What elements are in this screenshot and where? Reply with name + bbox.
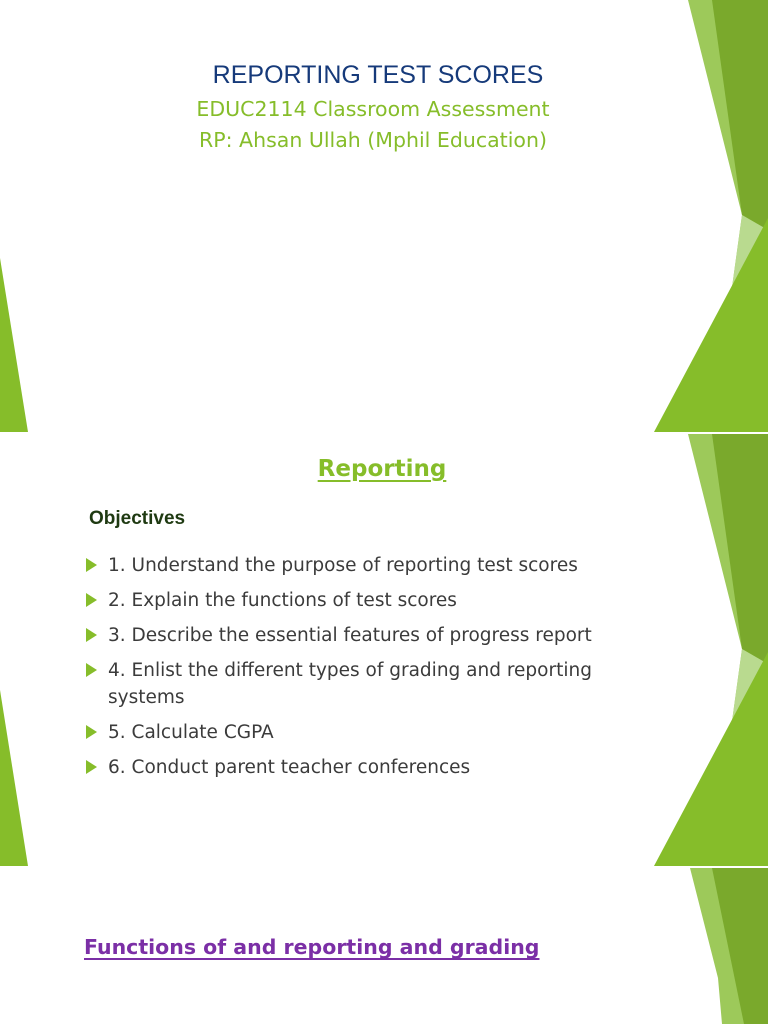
slide-title-link[interactable]: Functions of and reporting and grading — [84, 935, 540, 959]
functions-slide — [0, 868, 768, 1024]
list-item: 2. Explain the functions of test scores — [86, 587, 666, 614]
list-item: 3. Describe the essential features of progress report — [86, 622, 666, 649]
triangle-bullet-icon — [86, 593, 97, 607]
title-slide — [0, 0, 768, 432]
list-item: 4. Enlist the different types of grading and reporting systems — [86, 657, 666, 711]
list-item: 5. Calculate CGPA — [86, 719, 666, 746]
triangle-bullet-icon — [86, 760, 97, 774]
objectives-slide — [0, 434, 768, 866]
triangle-bullet-icon — [86, 663, 97, 677]
list-item: 6. Conduct parent teacher conferences — [86, 754, 666, 781]
triangle-bullet-icon — [86, 628, 97, 642]
objectives-heading: Objectives — [89, 508, 186, 529]
triangle-bullet-icon — [86, 725, 97, 739]
triangle-bullet-icon — [86, 558, 97, 572]
presenter-subtitle: RP: Ahsan Ullah (Mphil Education) — [199, 128, 547, 152]
slide-title: Reporting — [317, 456, 447, 482]
presentation-title: REPORTING TEST SCORES — [212, 61, 544, 89]
list-item: 1. Understand the purpose of reporting test scores — [86, 552, 666, 579]
course-subtitle: EDUC2114 Classroom Assessment — [196, 97, 550, 121]
green-decoration — [0, 434, 768, 866]
